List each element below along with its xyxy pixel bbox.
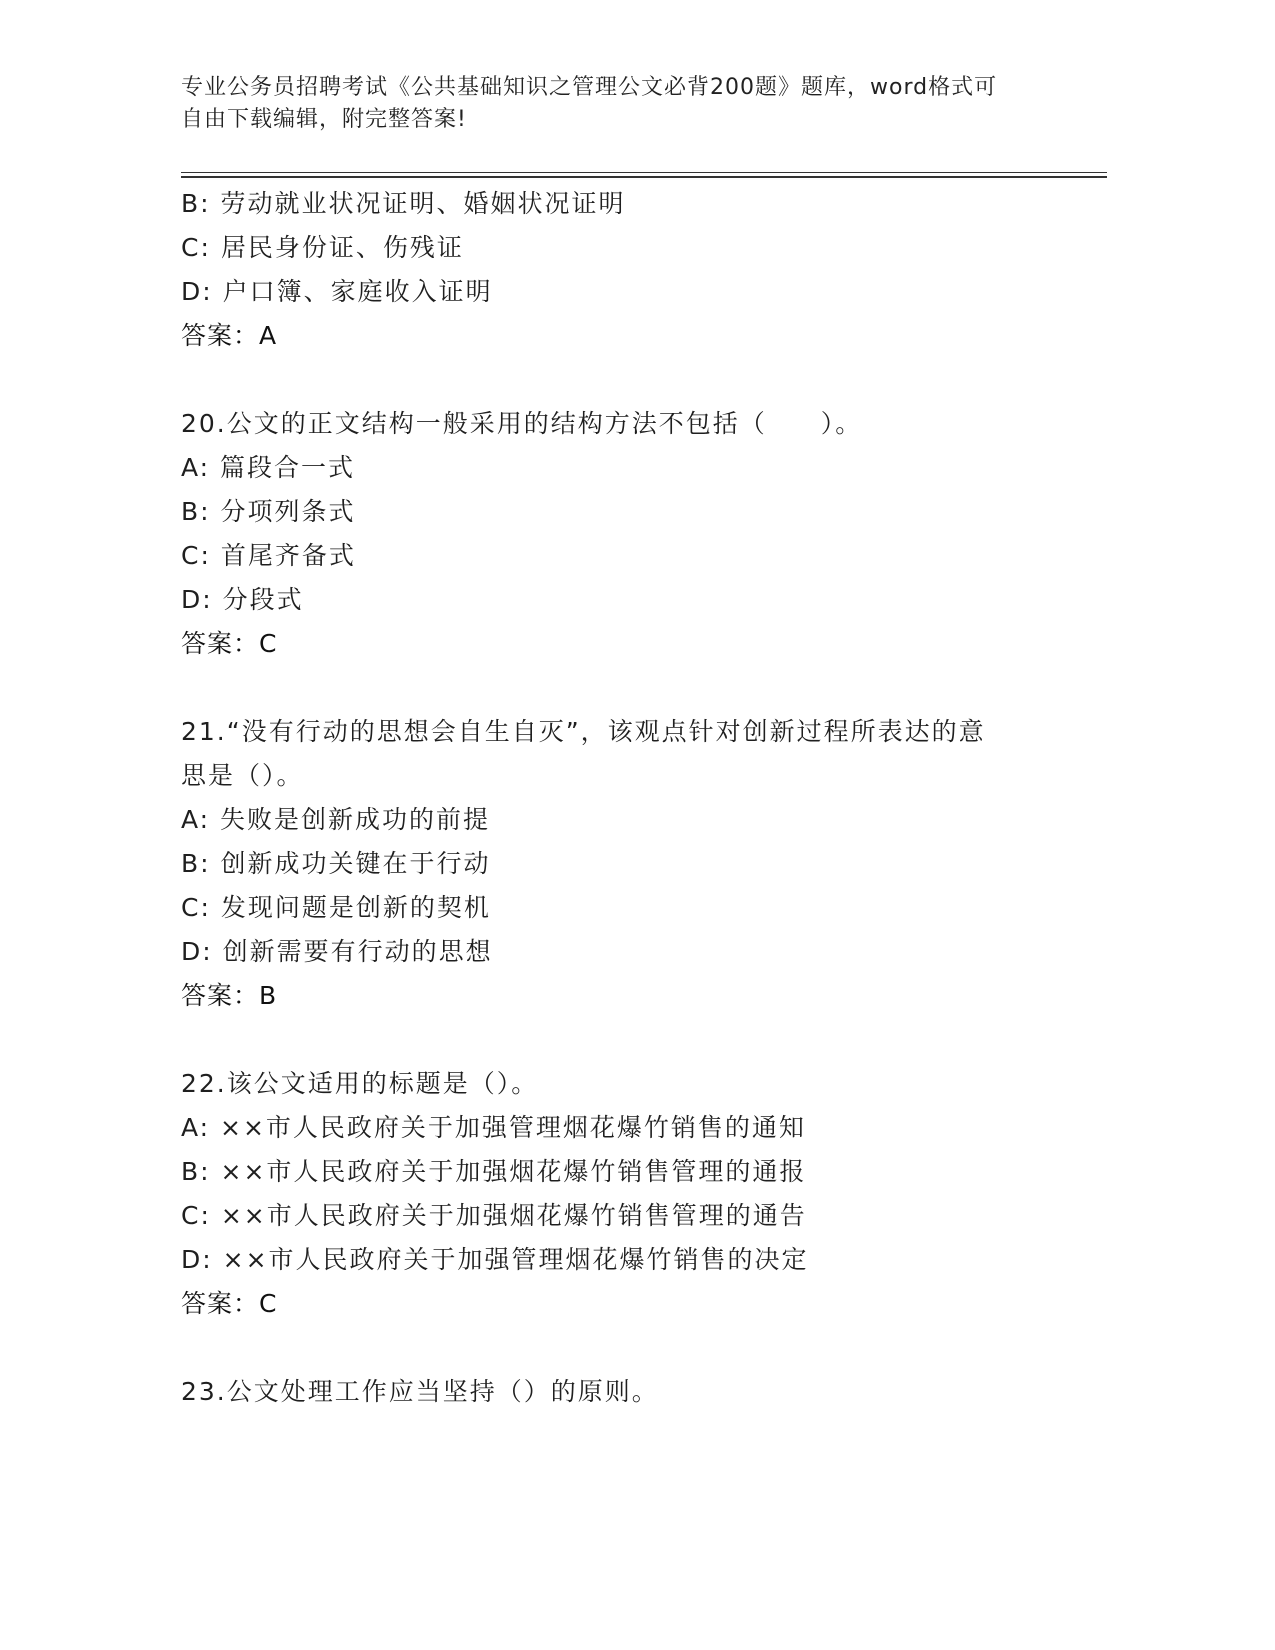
option-d: D: 分段式 bbox=[181, 585, 304, 614]
question-stem: 20.公文的正文结构一般采用的结构方法不包括（ ）。 bbox=[181, 409, 863, 438]
question-stem: 22.该公文适用的标题是（）。 bbox=[181, 1069, 539, 1098]
answer-line: 答案：C bbox=[181, 1289, 278, 1318]
question-22 bbox=[181, 1062, 1081, 1326]
question-list bbox=[181, 182, 1081, 1414]
question-stem-continued: 思是（）。 bbox=[181, 761, 304, 790]
question-stem: 21.“没有行动的思想会自生自灭”，该观点针对创新过程所表达的意 bbox=[181, 717, 986, 746]
option-c: C: 居民身份证、伤残证 bbox=[181, 233, 464, 262]
option-a: A: ××市人民政府关于加强管理烟花爆竹销售的通知 bbox=[181, 1113, 806, 1142]
option-b: B: ××市人民政府关于加强烟花爆竹销售管理的通报 bbox=[181, 1157, 807, 1186]
option-b: B: 创新成功关键在于行动 bbox=[181, 849, 491, 878]
option-d: D: 户口簿、家庭收入证明 bbox=[181, 277, 493, 306]
option-d: D: ××市人民政府关于加强管理烟花爆竹销售的决定 bbox=[181, 1245, 809, 1274]
answer-line: 答案：B bbox=[181, 981, 278, 1010]
spacer bbox=[181, 358, 1081, 402]
option-c: C: 首尾齐备式 bbox=[181, 541, 356, 570]
option-a: A: 失败是创新成功的前提 bbox=[181, 805, 491, 834]
option-c: C: 发现问题是创新的契机 bbox=[181, 893, 491, 922]
header-divider-thick bbox=[181, 176, 1107, 178]
option-b: B: 分项列条式 bbox=[181, 497, 356, 526]
answer-line: 答案：C bbox=[181, 629, 278, 658]
option-d: D: 创新需要有行动的思想 bbox=[181, 937, 493, 966]
spacer bbox=[181, 1326, 1081, 1370]
spacer bbox=[181, 666, 1081, 710]
question-20 bbox=[181, 402, 1081, 666]
question-19-tail bbox=[181, 182, 1081, 358]
question-stem: 23.公文处理工作应当坚持（）的原则。 bbox=[181, 1377, 659, 1406]
question-23 bbox=[181, 1370, 1081, 1414]
header-divider-thin bbox=[181, 172, 1107, 173]
answer-line: 答案：A bbox=[181, 321, 278, 350]
page-header bbox=[181, 72, 1061, 136]
question-21 bbox=[181, 710, 1081, 1018]
header-line-2: 自由下载编辑，附完整答案! bbox=[181, 107, 467, 132]
option-b: B: 劳动就业状况证明、婚姻状况证明 bbox=[181, 189, 626, 218]
option-c: C: ××市人民政府关于加强烟花爆竹销售管理的通告 bbox=[181, 1201, 807, 1230]
header-line-1: 专业公务员招聘考试《公共基础知识之管理公文必背200题》题库，word格式可 bbox=[181, 75, 998, 100]
option-a: A: 篇段合一式 bbox=[181, 453, 356, 482]
spacer bbox=[181, 1018, 1081, 1062]
